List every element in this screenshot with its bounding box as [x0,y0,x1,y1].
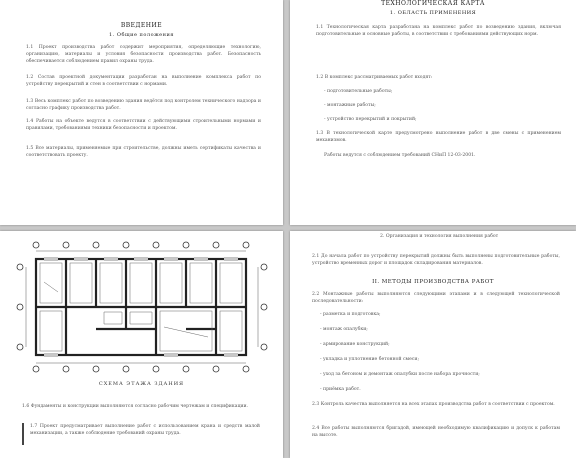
page-4-heading: II. МЕТОДЫ ПРОИЗВОДСТВА РАБОТ [372,279,494,285]
page-3-paragraph-2: 1.7 Проект предусматривает выполнение работ с использованием крана и средств малой механизации, а также соблюдение требований охраны труда. [30,424,260,436]
page-2-paragraph-2: 1.2 В комплекс рассматриваемых работ входят: [316,75,433,80]
page-4-list-item: - разметка и подготовка; [320,312,381,317]
page-1-paragraph-5: 1.5 Все материалы, применяемые при строительстве, должны иметь сертификаты качества и соответствовать проекту. [26,146,261,158]
document-page-2 [290,0,576,225]
page-1-subheading: 1. Общие положения [109,32,174,38]
paragraph-marker [22,423,24,445]
page-4-list-item: - монтаж опалубки; [320,327,368,332]
page-3-paragraph-1: 1.6 Фундаменты и конструкции выполняются согласно рабочим чертежам и спецификации. [22,404,248,409]
page-1-paragraph-1: 1.1 Проект производства работ содержит мероприятия, определяющие технологию, организацию, материалы и условия безопасности производства работ. Безопасность обеспечивается соблюдением правил охраны труда. [26,45,261,64]
floor-plan-drawing [14,237,270,385]
page-2-heading: ТЕХНОЛОГИЧЕСКАЯ КАРТА [381,0,485,7]
page-2-paragraph-4: Работы ведутся с соблюдением требований СНиП 12-03-2001. [324,153,476,158]
document-page-1 [0,0,283,225]
page-4-paragraph-4: 2.4 Все работы выполняются бригадой, имеющей необходимую квалификацию и допуск к работам на высоте. [312,426,560,438]
document-page-3 [0,231,283,458]
page-4-paragraph-1: 2.1 До начала работ по устройству перекрытий должны быть выполнены подготовительные работы, устройство временных дорог и площадок складирования материалов. [312,254,560,266]
page-1-heading: ВВЕДЕНИЕ [120,22,163,29]
page-4-list-item: - уход за бетоном и демонтаж опалубки после набора прочности; [320,372,480,377]
page-2-paragraph-1: 1.1 Технологическая карта разработана на комплекс работ по возведению здания, включая подготовительные и основные работы, в соответствии с требованиями действующих норм. [316,25,561,37]
page-2-list-item: - подготовительные работы; [324,89,393,94]
page-4-paragraph-3: 2.3 Контроль качества выполняется на всех этапах производства работ в соответствии с проектом. [312,402,555,407]
page-4-list-item: - укладка и уплотнение бетонной смеси; [320,357,419,362]
document-page-4 [290,231,576,458]
page-4-paragraph-2: 2.2 Монтажные работы выполняются следующими этапами и в следующей технологической последовательности: [312,292,560,304]
page-2-paragraph-3: 1.3 В технологической карте предусмотрено выполнение работ в две смены с применением механизмов. [316,131,561,143]
floor-plan-caption: СХЕМА ЭТАЖА ЗДАНИЯ [98,381,185,387]
page-2-list-item: - устройство перекрытий и покрытий; [324,117,417,122]
floor-plan-walls [36,259,246,355]
page-2-subheading: 1. ОБЛАСТЬ ПРИМЕНЕНИЯ [389,10,477,16]
page-1-paragraph-4: 1.4 Работы на объекте ведутся в соответствии с действующими строительными нормами и правилами, требованиями техники безопасности и проектом. [26,119,261,131]
page-4-list-item: - армирование конструкций; [320,342,390,347]
page-1-paragraph-2: 1.2 Состав проектной документации разработан на выполнение комплекса работ по устройству перекрытий и стен в соответствии с нормами. [26,75,261,87]
page-1-paragraph-3: 1.3 Весь комплекс работ по возведению здания ведётся под контролем технического надзора и согласно графику производства работ. [26,99,261,111]
page-2-list-item: - монтажные работы; [324,103,376,108]
page-4-intro: 2. Организация и технология выполнения работ [380,234,499,239]
page-4-list-item: - приёмка работ. [320,387,361,392]
